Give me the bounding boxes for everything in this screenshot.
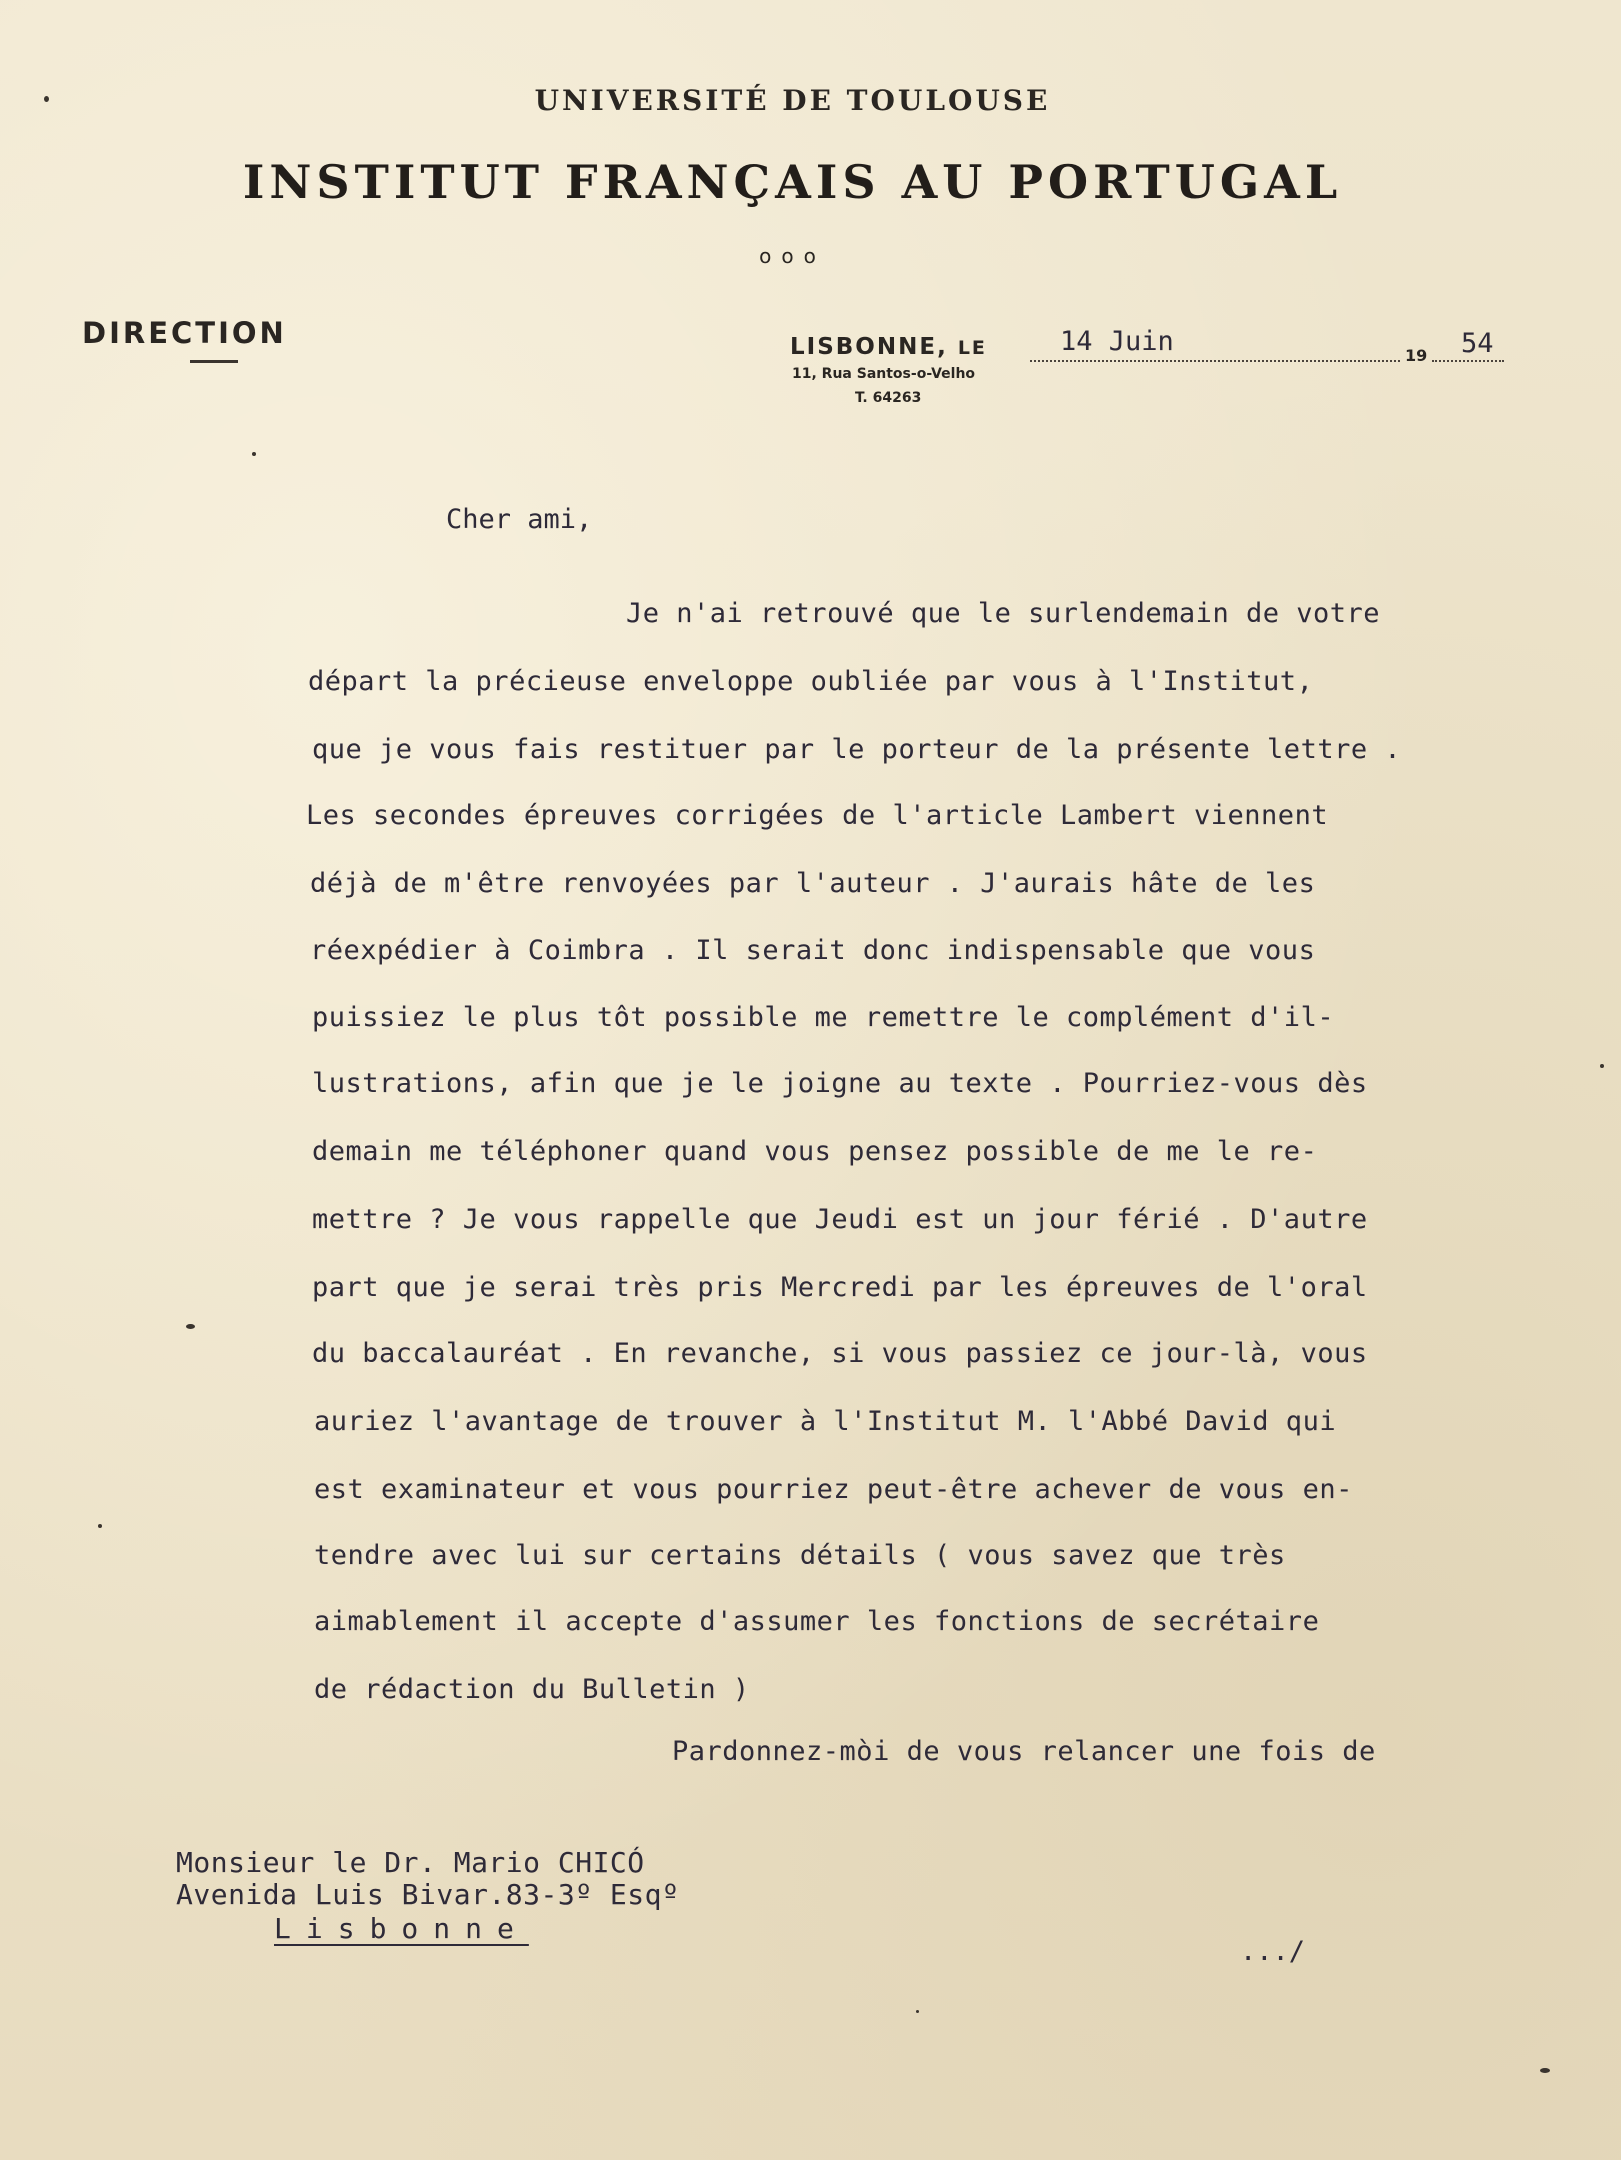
recipient-city: Lisbonne [274, 1912, 529, 1945]
university-heading: UNIVERSITÉ DE TOULOUSE [534, 84, 1051, 117]
institute-heading: INSTITUT FRANÇAIS AU PORTUGAL [242, 155, 1343, 209]
body-line: tendre avec lui sur certains détails ( vous savez que très [314, 1540, 1286, 1571]
body-line: auriez l'avantage de trouver à l'Institut M. l'Abbé David qui [314, 1406, 1337, 1437]
body-line: lustrations, afin que je le joigne au texte . Pourriez-vous dès [312, 1068, 1368, 1099]
continuation-mark: .../ [1240, 1936, 1306, 1967]
body-line: aimablement il accepte d'assumer les fonctions de secrétaire [314, 1606, 1320, 1637]
body-line: déjà de m'être renvoyées par l'auteur . J'aurais hâte de les [310, 868, 1316, 899]
paper-speck [252, 452, 256, 456]
year-dotted-line [1432, 360, 1504, 362]
place-line [790, 334, 987, 360]
salutation: Cher ami, [446, 504, 593, 535]
date-value: 14 Juin [1060, 326, 1174, 357]
recipient-street: Avenida Luis Bivar.83-3º Esqº [176, 1878, 680, 1911]
body-line: Je n'ai retrouvé que le surlendemain de votre [626, 598, 1380, 629]
body-line: réexpédier à Coimbra . Il serait donc indispensable que vous [310, 935, 1316, 966]
department-label: DIRECTION [82, 316, 287, 350]
paper-speck [98, 1524, 102, 1528]
institute-address: 11, Rua Santos-o-Velho [792, 366, 976, 382]
body-line: puissiez le plus tôt possible me remettre le complément d'il- [312, 1002, 1335, 1033]
body-line: du baccalauréat . En revanche, si vous passiez ce jour-là, vous [312, 1338, 1368, 1369]
ornament: ooo [759, 244, 826, 268]
body-line: que je vous fais restituer par le porteur de la présente lettre . [312, 734, 1402, 765]
city-label: LISBONNE, [790, 334, 948, 360]
body-line: est examinateur et vous pourriez peut-être achever de vous en- [314, 1474, 1353, 1505]
body-line: départ la précieuse enveloppe oubliée par vous à l'Institut, [308, 666, 1314, 697]
institute-phone: T. 64263 [855, 390, 922, 406]
body-line: Pardonnez-mòi de vous relancer une fois de [672, 1736, 1376, 1767]
paper-speck [186, 1324, 195, 1329]
body-line: Les secondes épreuves corrigées de l'article Lambert viennent [306, 800, 1329, 831]
year-value: 54 [1461, 328, 1494, 359]
department-underline [190, 360, 238, 363]
le-label: LE [957, 337, 987, 359]
paper-speck [916, 2010, 919, 2013]
paper-speck [44, 96, 49, 102]
paper-speck [1540, 2068, 1550, 2073]
body-line: de rédaction du Bulletin ) [314, 1674, 750, 1705]
body-line: mettre ? Je vous rappelle que Jeudi est un jour férié . D'autre [312, 1204, 1368, 1235]
date-dotted-line [1030, 360, 1400, 362]
year-prefix: 19 [1405, 346, 1428, 365]
recipient-name: Monsieur le Dr. Mario CHICÓ [176, 1846, 645, 1879]
body-line: demain me téléphoner quand vous pensez possible de me le re- [312, 1136, 1318, 1167]
body-line: part que je serai très pris Mercredi par les épreuves de l'oral [312, 1272, 1368, 1303]
paper-speck [1600, 1064, 1604, 1068]
